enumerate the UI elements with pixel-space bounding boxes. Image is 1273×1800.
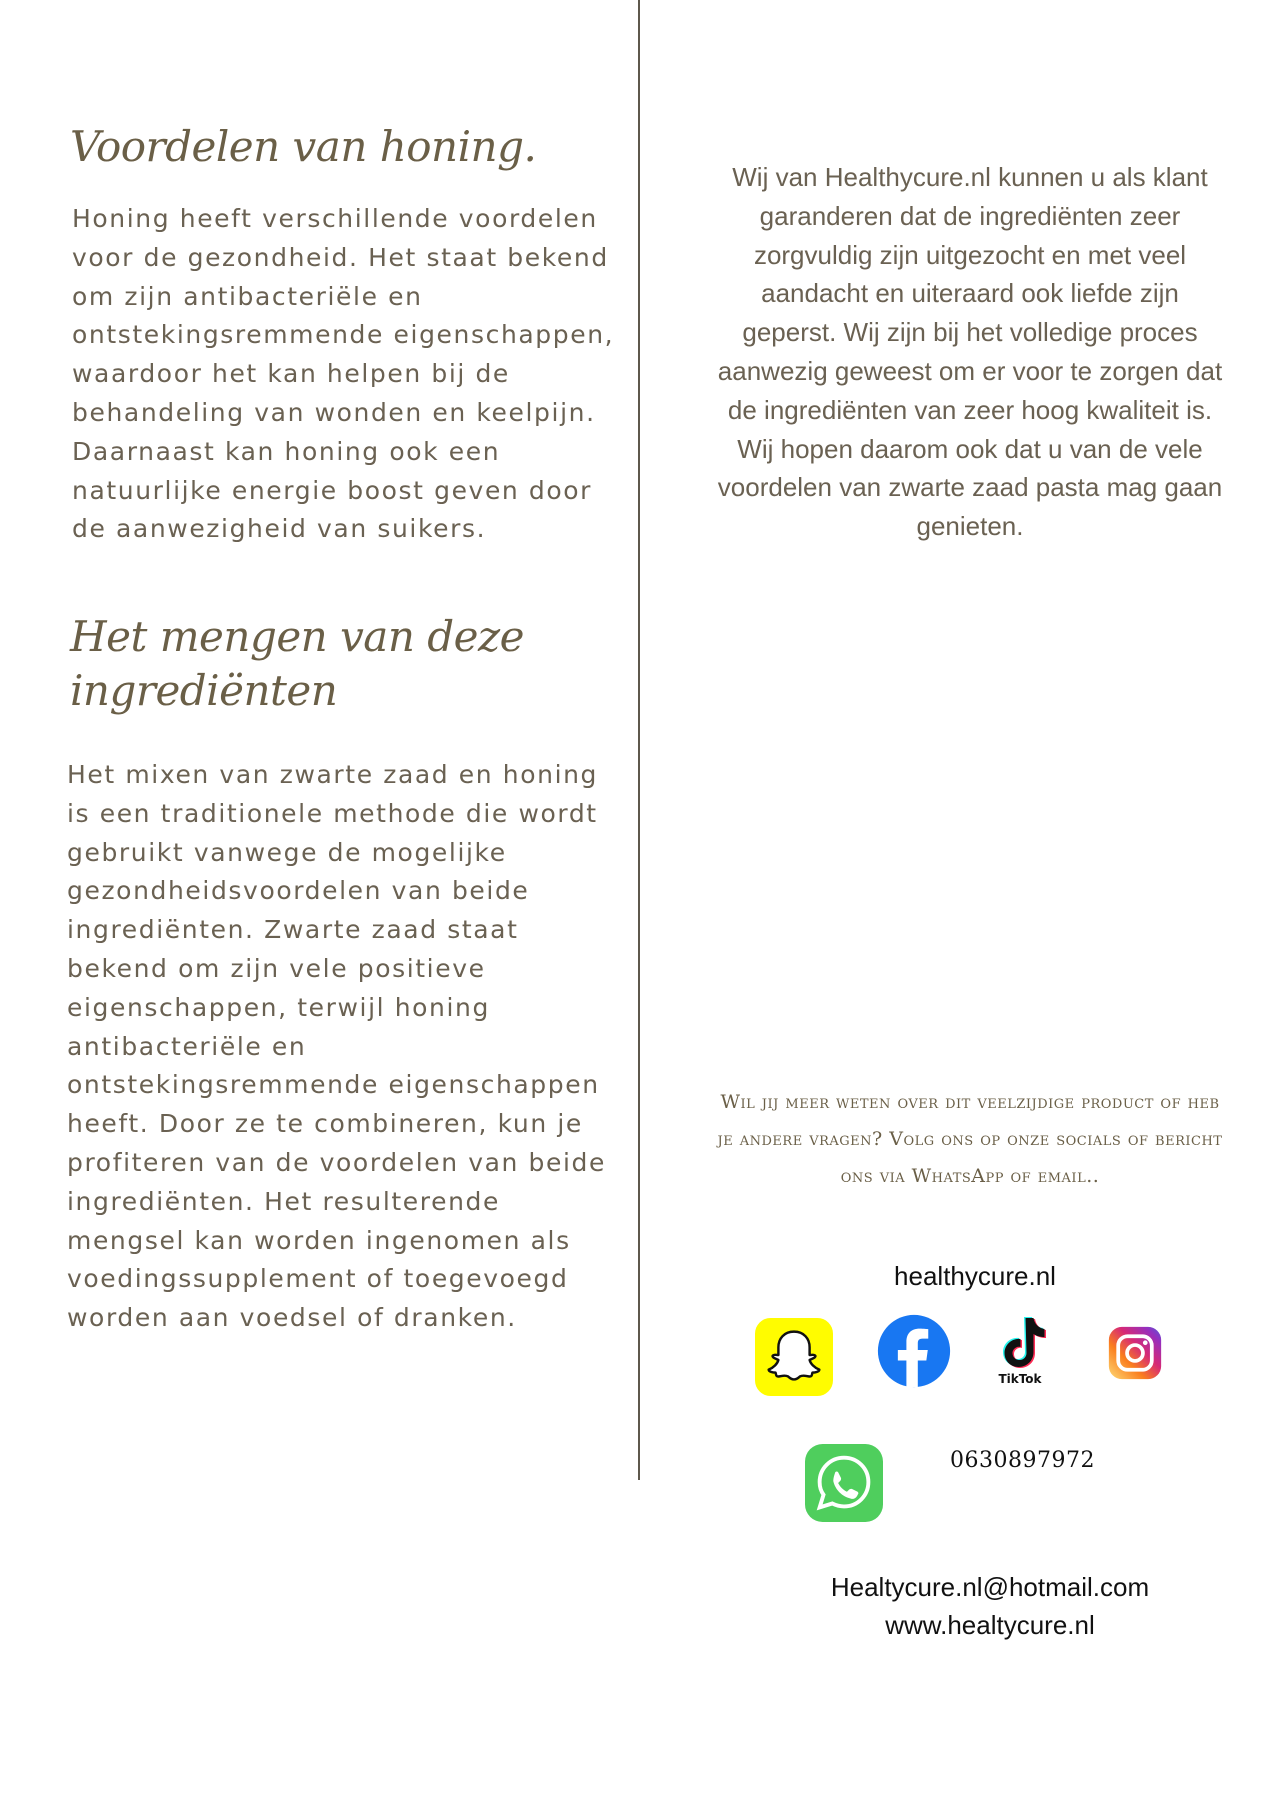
phone-number: 0630897972 (950, 1448, 1095, 1473)
tiktok-label: TikTok (998, 1372, 1042, 1385)
column-divider (638, 0, 640, 1480)
whatsapp-icon[interactable] (805, 1444, 883, 1522)
instagram-icon[interactable] (1107, 1325, 1163, 1381)
section-heading-mixing: Het mengen van deze ingrediënten (70, 612, 524, 715)
website-url[interactable]: www.healtycure.nl (885, 1610, 1095, 1640)
email-address[interactable]: Healtycure.nl@hotmail.com (830, 1572, 1150, 1602)
facebook-icon[interactable] (876, 1313, 952, 1389)
snapchat-icon[interactable] (755, 1318, 833, 1396)
section-body-mixing: Het mixen van zwarte zaad en honing is een traditionele methode die wordt gebruikt vanwege de mogelijke gezondheidsvoordelen van beide ingrediënten. Zwarte zaad staat bekend om zijn vele positieve eigenschappen, terwijl honing antibacteriële en ontstekingsremmende eigenschappen heeft. Door ze te combineren, kun je profiteren van de voordelen van beide ingrediënten. Het resulterende mengsel kan worden ingenomen als voedingssupplement of toegevoegd worden aan voedsel of dranken. (67, 760, 606, 1333)
section-heading-honey-benefits: Voordelen van honing. (70, 122, 537, 171)
social-handle: healthycure.nl (894, 1261, 1056, 1291)
intro-paragraph: Wij van Healthycure.nl kunnen u als klant garanderen dat de ingrediënten zeer zorgvuldig zijn uitgezocht en met veel aandacht en uiteraard ook liefde zijn geperst. Wij zijn bij het volledige proces aanwezig geweest om er voor te zorgen dat de ingrediënten van zeer hoog kwaliteit is. Wij hopen daarom ook dat u van de vele voordelen van zwarte zaad pasta mag gaan genieten. (717, 162, 1223, 542)
section-body-honey-benefits: Honing heeft verschillende voordelen voor de gezondheid. Het staat bekend om zijn antibacteriële en ontstekingsremmende eigenschappen, waardoor het kan helpen bij de behandeling van wonden en keelpijn. Daarnaast kan honing ook een natuurlijke energie boost geven door de aanwezigheid van suikers. (72, 204, 615, 544)
tiktok-icon[interactable] (988, 1313, 1052, 1385)
contact-block (780, 1568, 1200, 1644)
call-to-action-text: Wil jij meer weten over dit veelzijdige product of heb je andere vragen? Volg ons op onze socials of bericht ons via WhatsApp of email.. (717, 1091, 1223, 1187)
